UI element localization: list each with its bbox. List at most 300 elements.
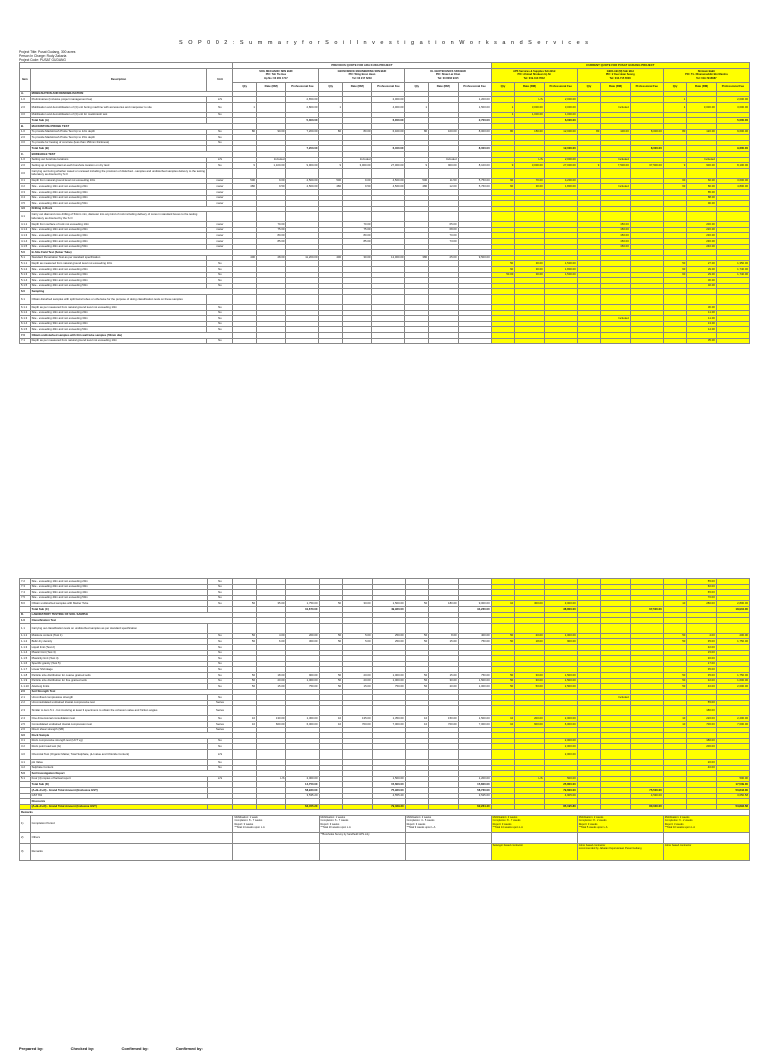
value-cell xyxy=(429,168,458,178)
value-cell: 1,000.00 xyxy=(372,672,405,678)
description-cell: Site - exceeding 20m and not exceeding 30m xyxy=(30,584,207,590)
unit-cell: No xyxy=(207,661,233,667)
value-cell: 3,525.60 xyxy=(458,793,491,799)
item-no: 7.4 xyxy=(20,590,31,596)
description-cell: Site - exceeding 10m and not exceeding 20m xyxy=(30,579,207,585)
value-cell: 15.00 xyxy=(257,684,286,690)
item-no: 3.1 xyxy=(20,738,31,744)
section-title: Soil Investigation Report xyxy=(30,771,233,777)
value-cell: 7,000.00 xyxy=(716,722,749,728)
value-cell: 10 xyxy=(663,601,687,607)
value-cell: 2,000.00 xyxy=(716,97,749,103)
value-cell: 1,100.00 xyxy=(256,163,285,169)
value-cell: 30.00 xyxy=(687,278,716,284)
value-cell: Included xyxy=(601,316,630,322)
description-cell: Site - exceeding 30m and not exceeding 40m xyxy=(30,321,207,327)
value-cell xyxy=(286,338,319,344)
description-cell: Depth as per measured from natural ground level not exceeding 10m xyxy=(30,305,207,311)
value-cell: 15.00 xyxy=(429,639,458,645)
value-cell: 1,000.00 xyxy=(515,112,544,118)
value-cell: 480 xyxy=(233,184,257,190)
value-cell: 50 xyxy=(405,639,429,645)
value-cell xyxy=(630,750,663,760)
description-cell: Atteberg limits xyxy=(30,684,207,690)
remark-no: 1) xyxy=(20,815,31,832)
remark-cell xyxy=(319,843,405,860)
table-row xyxy=(20,295,750,305)
rate-header: Rate (RM) xyxy=(601,82,630,91)
value-cell xyxy=(491,623,515,633)
description-cell: Site - exceeding 20m and not exceeding 30m xyxy=(30,316,207,322)
value-cell: 1,800.00 xyxy=(544,267,577,273)
remark-cell: Mobilisation: 2 weeks Completion: 4 - 5 weeks Report: 3 weeks **Total 9 weeks upon L.A xyxy=(405,815,491,832)
description-cell: Similar to item 5.1 - but involving at least 3 specimens to obtain the cohesion value and friction angles xyxy=(30,706,207,716)
value-cell: 60 xyxy=(663,267,687,273)
value-cell: 80 xyxy=(577,129,601,135)
value-cell: 1,500.00 xyxy=(372,776,405,782)
value-cell: 2,000.00 xyxy=(716,684,749,690)
value-cell: 20.00 xyxy=(429,684,458,690)
value-cell: 150.00 xyxy=(601,244,630,250)
description-cell: Depth as measured from natural ground level not exceeding 10m xyxy=(30,261,207,267)
unit-cell: No xyxy=(207,102,233,112)
value-cell: 30.00 xyxy=(515,672,544,678)
value-cell: 65.00 xyxy=(429,222,458,228)
item-no: 5.0 xyxy=(20,250,31,256)
value-cell: 200.00 xyxy=(687,744,716,750)
unit-cell: No xyxy=(207,590,233,596)
description-cell: Particle size distribution for fine grained soils xyxy=(30,678,207,684)
unit-cell: No xyxy=(207,163,233,169)
value-cell xyxy=(372,750,405,760)
value-cell: 50 xyxy=(663,639,687,645)
description-cell: Rock point load test (Is) xyxy=(30,744,207,750)
item-no: 1.1.1 xyxy=(20,633,31,639)
unit-cell: meter xyxy=(207,201,233,207)
value-cell: 7,000.00 xyxy=(372,722,405,728)
value-cell: 50 xyxy=(233,684,257,690)
item-no: 7.5 xyxy=(20,595,31,601)
section-title: Rock Sample xyxy=(30,733,233,739)
value-cell: 8,100.00 xyxy=(458,163,491,169)
qty-header: Qty xyxy=(491,82,515,91)
value-cell: 150.00 xyxy=(515,129,544,135)
value-cell: 1,000.00 xyxy=(544,112,577,118)
value-cell: 90.00 xyxy=(687,201,716,207)
value-cell: 230.00 xyxy=(687,239,716,245)
description-cell: Direct shear strength (SB) xyxy=(30,727,207,733)
value-cell: 10 xyxy=(663,722,687,728)
quote-table-top xyxy=(19,62,750,344)
description-cell: Site - exceeding 20m and not exceeding 30m xyxy=(30,272,207,278)
value-cell xyxy=(601,295,630,305)
value-cell xyxy=(343,295,372,305)
description-cell: GST 6% xyxy=(30,793,207,799)
value-cell: 35.00 xyxy=(687,667,716,673)
value-cell xyxy=(630,338,663,344)
description-cell: To provide Mackintosh Probe Test Up to 12m depth xyxy=(30,129,207,135)
value-cell: 79,600.00 xyxy=(544,788,577,794)
item-no: 6.0 xyxy=(20,289,31,295)
value-cell xyxy=(630,295,663,305)
value-cell xyxy=(429,750,458,760)
value-cell: 9.50 xyxy=(256,184,285,190)
value-cell xyxy=(630,102,663,112)
value-cell: Included xyxy=(601,184,630,190)
item-no: 7.0 xyxy=(20,332,31,338)
description-cell: Carry out diamond core drilling of 54mm min, diameter into any kind of rock including delivery of cores in standard boxes to the testing laboratory as directed by the S.O xyxy=(30,212,207,222)
value-cell: 5.00 xyxy=(343,639,372,645)
value-cell: 8,100.00 xyxy=(716,163,749,169)
description-cell: Specific gravity (Test 5) xyxy=(30,661,207,667)
value-cell: 60 xyxy=(491,184,515,190)
value-cell: 4,530.00 xyxy=(630,793,663,799)
value-cell: 32.00 xyxy=(687,678,716,684)
remark-cell xyxy=(663,832,749,843)
value-cell: 750.00 xyxy=(458,672,491,678)
item-no: 2.5 xyxy=(20,722,31,728)
item-no: 4.1.3 xyxy=(20,233,31,239)
value-cell: 4,905.00 xyxy=(544,793,577,799)
fee-header: Professional Fee xyxy=(544,82,577,91)
table-row xyxy=(20,623,750,633)
item-header: Item xyxy=(20,68,31,91)
value-cell: 58,920.00 xyxy=(286,788,319,794)
value-cell: 50 xyxy=(233,601,257,607)
value-cell: 500.00 xyxy=(716,776,749,782)
value-cell xyxy=(577,623,601,633)
unit-cell: L/S xyxy=(207,97,233,103)
section-title: Sampling xyxy=(30,289,233,295)
value-cell: 4.00 xyxy=(257,633,286,639)
table-row xyxy=(20,706,750,716)
value-cell: 480 xyxy=(405,184,429,190)
value-cell xyxy=(630,623,663,633)
item-no: B. xyxy=(20,123,31,129)
value-cell: 4,560.00 xyxy=(286,184,319,190)
description-header: Description xyxy=(30,68,207,91)
value-cell: 80.00 xyxy=(687,184,716,190)
value-cell: 4,800.00 xyxy=(716,184,749,190)
value-cell: 65.00 xyxy=(687,590,716,596)
value-cell: Included xyxy=(429,157,458,163)
value-cell xyxy=(429,706,458,716)
value-cell xyxy=(343,168,372,178)
value-cell: 500 xyxy=(319,178,343,184)
value-cell: 38,800.00 xyxy=(544,606,577,612)
unit-cell: Series xyxy=(207,727,233,733)
item-no: 2.1 xyxy=(20,695,31,701)
value-cell: 1 xyxy=(491,112,515,118)
item-no: 5.1.5 xyxy=(20,283,31,289)
value-cell: 300.00 xyxy=(286,639,319,645)
value-cell: 9,600.00 xyxy=(716,129,749,135)
value-cell: 1,000.00 xyxy=(286,678,319,684)
value-cell: 6,000.00 xyxy=(286,722,319,728)
item-no: 2.0 xyxy=(20,163,31,169)
unit-cell xyxy=(207,623,233,633)
unit-cell: No xyxy=(207,140,233,146)
value-cell xyxy=(343,338,372,344)
value-cell xyxy=(343,750,372,760)
value-cell xyxy=(630,168,663,178)
value-cell: 50 xyxy=(663,261,687,267)
checked-by-label: Checked by: xyxy=(70,1046,95,1051)
value-cell: 5,760.00 xyxy=(458,184,491,190)
table-row xyxy=(20,212,750,222)
item-no: 2.3 xyxy=(20,706,31,716)
description-cell: Linear Shrinkage xyxy=(30,667,207,673)
value-cell xyxy=(577,338,601,344)
value-cell: 85.00 xyxy=(343,239,372,245)
value-cell xyxy=(491,295,515,305)
value-cell: 1 xyxy=(233,102,257,112)
value-cell xyxy=(601,168,630,178)
value-cell: 30.00 xyxy=(687,305,716,311)
value-cell: 400 xyxy=(233,255,257,261)
value-cell: 50 xyxy=(405,678,429,684)
value-cell: 8,000.00 xyxy=(630,129,663,135)
value-cell: 60.00 xyxy=(687,584,716,590)
description-cell: Site - exceeding 10m and not exceeding 20m xyxy=(30,310,207,316)
value-cell xyxy=(233,750,257,760)
unit-cell: No xyxy=(207,595,233,601)
remarks-row xyxy=(20,815,750,832)
value-cell xyxy=(343,212,372,222)
value-cell: 1 xyxy=(663,97,687,103)
value-cell xyxy=(372,212,405,222)
value-cell: 2,000.00 xyxy=(544,744,577,750)
description-cell: Site - exceeding 20m and not exceeding 30m xyxy=(30,189,207,195)
value-cell: 28.00 xyxy=(256,255,285,261)
value-cell xyxy=(716,212,749,222)
rate-header: Rate (RM) xyxy=(256,82,285,91)
remark-cell xyxy=(491,832,577,843)
value-cell: 50 xyxy=(233,672,257,678)
value-cell xyxy=(544,295,577,305)
item-no: 4.1.5 xyxy=(20,244,31,250)
value-cell xyxy=(319,338,343,344)
unit-cell: No xyxy=(207,305,233,311)
value-cell: 1 xyxy=(663,102,687,112)
value-cell: 31,670.00 xyxy=(286,606,319,612)
confirmed-by-label: Confirmed by: xyxy=(121,1046,149,1051)
description-cell: Depth from natural ground level not exceeding 10m xyxy=(30,178,207,184)
value-cell: 150.00 xyxy=(601,233,630,239)
item-no: 8.0 xyxy=(20,601,31,607)
prepared-by-label: Prepared by: xyxy=(19,1046,44,1051)
value-cell: 50 xyxy=(319,678,343,684)
value-cell: 90.00 xyxy=(256,129,285,135)
value-cell xyxy=(577,295,601,305)
value-cell: 85.00 xyxy=(687,189,716,195)
value-cell: 9,600.00 xyxy=(716,146,749,152)
item-no: 1.1.2 xyxy=(20,639,31,645)
value-cell xyxy=(256,168,285,178)
item-no: 4.1.4 xyxy=(20,239,31,245)
value-cell xyxy=(286,750,319,760)
value-cell xyxy=(372,338,405,344)
section-title: In-Situ Field Test (Soker Tube) xyxy=(30,250,233,256)
value-cell xyxy=(458,750,491,760)
description-cell: Plastic limit (Test 3) xyxy=(30,650,207,656)
value-cell: 750.00 xyxy=(286,684,319,690)
value-cell xyxy=(256,295,285,305)
value-cell: 135.00 xyxy=(343,716,372,722)
value-cell: 15.00 xyxy=(343,684,372,690)
description-cell: Four (4) copies of factual report xyxy=(30,776,207,782)
description-cell: Setting out borehole locations xyxy=(30,157,207,163)
value-cell: 700.00 xyxy=(687,722,716,728)
value-cell: 1 xyxy=(405,102,429,112)
value-cell: 7,000.00 xyxy=(458,722,491,728)
unit-cell: No xyxy=(207,667,233,673)
description-cell: Site - exceeding 30m and not exceeding 40m xyxy=(30,239,207,245)
item-no: 1.1.10 xyxy=(21,683,29,688)
remark-cell: Johor based contractor recommended by Jabatan Kejuruteraan Pusat Gudang xyxy=(577,843,663,860)
value-cell: 600.00 xyxy=(515,722,544,728)
value-cell xyxy=(286,168,319,178)
value-cell xyxy=(577,168,601,178)
value-cell: 750.00 xyxy=(372,684,405,690)
value-cell: 7,500.00 xyxy=(601,163,630,169)
value-cell: 75.00 xyxy=(256,227,285,233)
description-cell: Site - exceeding 10m and not exceeding 20m xyxy=(30,184,207,190)
value-cell xyxy=(716,295,749,305)
remark-no: 3) xyxy=(20,843,31,860)
value-cell: 400 xyxy=(319,255,343,261)
value-cell xyxy=(458,338,491,344)
item-no: 2.0 xyxy=(20,135,31,141)
value-cell: 60.00 xyxy=(687,178,716,184)
value-cell: Included xyxy=(256,157,285,163)
value-cell: 50 xyxy=(663,678,687,684)
value-cell: 50.00 xyxy=(515,684,544,690)
value-cell xyxy=(515,750,544,760)
value-cell: 29.00 xyxy=(687,272,716,278)
value-cell: 30.00 xyxy=(515,261,544,267)
section-title: Discounts xyxy=(30,799,233,805)
item-no: 5.1 xyxy=(20,255,31,261)
description-cell: Unconfined compressive strength xyxy=(30,695,207,701)
remark-cell xyxy=(405,843,491,860)
value-cell xyxy=(716,750,749,760)
unit-cell: No xyxy=(207,678,233,684)
value-cell: 4,500.00 xyxy=(286,178,319,184)
value-cell xyxy=(687,212,716,222)
value-cell: 55.00 xyxy=(687,579,716,585)
unit-cell: No xyxy=(207,738,233,744)
value-cell: 80 xyxy=(663,129,687,135)
value-cell xyxy=(458,212,491,222)
value-cell: 50 xyxy=(319,601,343,607)
value-cell xyxy=(405,750,429,760)
item-no: 1.1.3 xyxy=(20,644,31,650)
value-cell: 6.00 xyxy=(257,639,286,645)
value-cell xyxy=(663,706,687,716)
remark-cell: Johor based contractor xyxy=(663,843,749,860)
value-cell: 13.00 xyxy=(687,321,716,327)
value-cell: 14.00 xyxy=(687,327,716,333)
description-cell: Standard Penetration Test as per standard specification xyxy=(30,255,207,261)
description-cell: pH Value xyxy=(30,760,207,766)
value-cell: 68.00 xyxy=(429,227,458,233)
value-cell: 17,539.00 xyxy=(716,782,749,788)
value-cell xyxy=(429,102,458,112)
unit-cell: meter xyxy=(207,244,233,250)
value-cell: 3,000.00 xyxy=(343,163,372,169)
unit-cell: No xyxy=(207,272,233,278)
item-no: 1.0 xyxy=(20,618,31,624)
value-cell: L/S xyxy=(515,157,544,163)
value-cell: 18.00 xyxy=(257,672,286,678)
description-cell: Chemical Test (Organic Matter, Total Sulphate, pH value and Chloride Content) xyxy=(30,750,207,760)
value-cell xyxy=(663,295,687,305)
value-cell: 27,000.00 xyxy=(372,163,405,169)
value-cell: 67,500.00 xyxy=(630,163,663,169)
item-no: 5.0 xyxy=(20,771,31,777)
item-no: 3.0 xyxy=(20,112,31,118)
value-cell: 9,500.00 xyxy=(458,255,491,261)
value-cell: 20.00 xyxy=(257,678,286,684)
value-cell: 150.00 xyxy=(601,227,630,233)
value-cell: 2,800.00 xyxy=(716,601,749,607)
value-cell xyxy=(491,212,515,222)
remark-cell: Mobilisation: 2 weeks Completion: 6 - 2 weeks Report: 3 weeks **Total 10 weeks upon L.A xyxy=(663,815,749,832)
value-cell: 67,500.00 xyxy=(630,606,663,612)
value-cell: 250.00 xyxy=(372,639,405,645)
value-cell xyxy=(319,168,343,178)
value-cell: 49,920.00 xyxy=(372,606,405,612)
value-cell: 1,500.00 xyxy=(458,678,491,684)
value-cell: 100.00 xyxy=(601,129,630,135)
value-cell xyxy=(405,168,429,178)
item-no: 6.1.4 xyxy=(20,321,31,327)
value-cell: 50 xyxy=(233,678,257,684)
value-cell xyxy=(577,102,601,112)
item-no: 7.2 xyxy=(20,579,31,585)
unit-cell: No xyxy=(207,283,233,289)
value-cell xyxy=(286,295,319,305)
value-cell: 1,500.00 xyxy=(544,672,577,678)
value-cell xyxy=(663,212,687,222)
description-cell: Liquid limit (Test 2) xyxy=(30,644,207,650)
item-no: 1.1.8 xyxy=(20,672,31,678)
value-cell: Included xyxy=(687,157,716,163)
value-cell: 700.00 xyxy=(429,722,458,728)
value-cell: 1,000.00 xyxy=(544,633,577,639)
value-cell: 100.00 xyxy=(429,129,458,135)
qty-header: Qty xyxy=(663,82,687,91)
value-cell: 50 xyxy=(663,684,687,690)
value-cell: L/S xyxy=(515,776,544,782)
value-cell xyxy=(256,338,285,344)
value-cell: 250.00 xyxy=(372,633,405,639)
value-cell xyxy=(601,338,630,344)
value-cell: 12,000.00 xyxy=(372,255,405,261)
value-cell: 10 xyxy=(319,722,343,728)
value-cell xyxy=(429,338,458,344)
value-cell: 4,200.00 xyxy=(544,178,577,184)
table-row xyxy=(20,338,750,344)
value-cell xyxy=(663,623,687,633)
unit-cell: No xyxy=(207,672,233,678)
item-no: 3.2 xyxy=(20,744,31,750)
unit-cell: No xyxy=(207,765,233,771)
value-cell: 80,030.00 xyxy=(630,804,663,810)
rate-header: Rate (RM) xyxy=(687,82,716,91)
item-no: 3.5 xyxy=(20,201,31,207)
